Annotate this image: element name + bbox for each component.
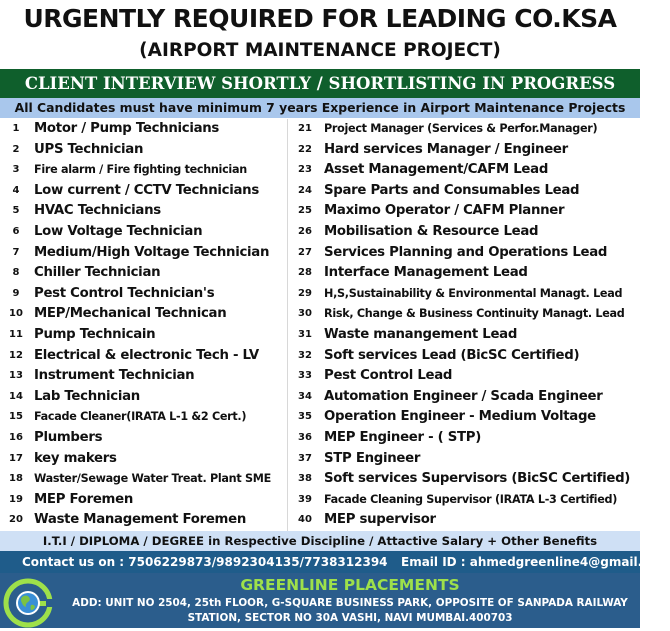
job-number: 27 [298, 246, 312, 258]
job-title: STP Engineer [324, 450, 421, 466]
job-title: Instrument Technician [34, 368, 195, 384]
job-row [0, 449, 288, 470]
job-row [0, 243, 288, 264]
job-title: Asset Management/CAFM Lead [324, 162, 549, 178]
job-row [288, 263, 640, 284]
job-number: 18 [9, 473, 23, 485]
job-title: Risk, Change & Business Continuity Managt. Lead [324, 307, 625, 321]
job-title: Plumbers [34, 429, 103, 445]
job-row [0, 469, 288, 490]
job-title: Fire alarm / Fire fighting technician [34, 163, 247, 177]
job-row [288, 181, 640, 202]
job-row [288, 284, 640, 305]
job-title: Chiller Technician [34, 265, 161, 281]
job-number: 34 [298, 390, 312, 402]
job-title: Waste manangement Lead [324, 326, 518, 342]
job-row [288, 160, 640, 181]
job-title: Interface Management Lead [324, 265, 528, 281]
job-row [288, 346, 640, 367]
job-number: 21 [298, 123, 312, 134]
job-list-left [0, 119, 288, 531]
job-row [0, 140, 288, 161]
job-title: Soft services Supervisors (BicSC Certified) [324, 471, 631, 487]
job-title: HVAC Technicians [34, 203, 161, 219]
job-number: 8 [12, 267, 20, 279]
job-number: 17 [9, 452, 23, 464]
job-number: 31 [298, 328, 312, 340]
job-row [288, 366, 640, 387]
job-number: 15 [9, 411, 23, 423]
job-title: Project Manager (Services & Perfor.Manager) [324, 122, 598, 135]
job-number: 37 [298, 452, 312, 464]
job-number: 19 [9, 493, 23, 505]
job-title: Low Voltage Technician [34, 223, 203, 239]
job-title: Electrical & electronic Tech - LV [34, 347, 259, 363]
job-number: 32 [298, 349, 312, 361]
job-number: 28 [298, 267, 312, 279]
job-row [0, 490, 288, 511]
job-title: Hard services Manager / Engineer [324, 141, 568, 157]
page-subtitle: (AIRPORT MAINTENANCE PROJECT) [139, 40, 501, 61]
job-row [0, 387, 288, 408]
job-row [0, 366, 288, 387]
job-title: Pump Technicain [34, 326, 156, 342]
job-row [288, 243, 640, 264]
interview-banner: CLIENT INTERVIEW SHORTLY / SHORTLISTING IN PROGRESS [0, 69, 640, 98]
job-title: Maximo Operator / CAFM Planner [324, 203, 565, 219]
job-number: 5 [12, 205, 20, 217]
job-number: 25 [298, 205, 312, 217]
qualifications-line: I.T.I / DIPLOMA / DEGREE in Respective Discipline / Attactive Salary + Other Benefits [0, 531, 640, 551]
globe-logo-icon [2, 577, 60, 627]
job-row [0, 510, 288, 531]
job-number: 33 [298, 370, 312, 382]
job-number: 4 [12, 184, 20, 196]
job-number: 20 [9, 514, 23, 526]
job-number: 23 [298, 164, 312, 176]
job-row [288, 490, 640, 511]
job-number: 9 [12, 287, 20, 299]
job-row [0, 263, 288, 284]
job-title: Low current / CCTV Technicians [34, 182, 259, 198]
job-title: H,S,Sustainability & Environmental Managt. Lead [324, 286, 623, 300]
address-line-2: STATION, SECTOR NO 30A VASHI, NAVI MUMBAI.400703 [187, 612, 513, 624]
job-title: Automation Engineer / Scada Engineer [324, 388, 603, 404]
job-title: Waster/Sewage Water Treat. Plant SME [34, 472, 271, 486]
job-number: 12 [9, 349, 23, 361]
job-title: Soft services Lead (BicSC Certified) [324, 347, 580, 363]
job-row [0, 407, 288, 428]
job-title: Facade Cleaning Supervisor (IRATA L-3 Certified) [324, 492, 618, 506]
contact-email[interactable]: Email ID : ahmedgreenline4@gmail.com [401, 555, 670, 569]
job-row [288, 325, 640, 346]
job-number: 26 [298, 225, 312, 237]
job-row [0, 304, 288, 325]
job-title: Facade Cleaner(IRATA L-1 &2 Cert.) [34, 410, 247, 424]
job-number: 6 [12, 225, 20, 237]
job-row [288, 140, 640, 161]
job-row [288, 119, 640, 140]
job-title: MEP/Mechanical Technican [34, 306, 227, 322]
experience-requirement: All Candidates must have minimum 7 years Experience in Airport Maintenance Projects [0, 98, 640, 118]
job-number: 1 [12, 123, 20, 134]
job-title: Pest Control Technician's [34, 285, 215, 301]
job-title: MEP Foremen [34, 491, 133, 507]
header [0, 0, 640, 68]
job-row [0, 160, 288, 181]
job-title: Medium/High Voltage Technician [34, 244, 270, 260]
job-row [288, 469, 640, 490]
job-row [0, 119, 288, 140]
job-number: 40 [298, 514, 312, 526]
job-title: key makers [34, 450, 117, 466]
job-title: UPS Technician [34, 141, 144, 157]
job-number: 2 [12, 143, 20, 155]
job-number: 11 [9, 328, 23, 340]
company-address [60, 596, 640, 626]
job-row [0, 428, 288, 449]
job-row [288, 201, 640, 222]
job-row [0, 222, 288, 243]
job-row [0, 346, 288, 367]
job-row [288, 510, 640, 531]
job-row [288, 304, 640, 325]
job-title: MEP supervisor [324, 512, 436, 528]
job-title: Pest Control Lead [324, 368, 453, 384]
job-number: 10 [9, 308, 23, 320]
job-row [0, 201, 288, 222]
job-title: Services Planning and Operations Lead [324, 244, 608, 260]
job-number: 29 [298, 287, 312, 299]
job-number: 24 [298, 184, 312, 196]
job-number: 3 [12, 164, 20, 176]
job-title: Motor / Pump Technicians [34, 121, 220, 136]
page-title: URGENTLY REQUIRED FOR LEADING CO.KSA [23, 4, 617, 33]
job-number: 22 [298, 143, 312, 155]
job-number: 39 [298, 493, 312, 505]
job-title: Lab Technician [34, 388, 140, 404]
job-title: Mobilisation & Resource Lead [324, 223, 539, 239]
job-title: MEP Engineer - ( STP) [324, 429, 482, 445]
job-row [0, 181, 288, 202]
job-title: Spare Parts and Consumables Lead [324, 182, 580, 198]
job-number: 36 [298, 431, 312, 443]
job-row [288, 449, 640, 470]
address-line-1: ADD: UNIT NO 2504, 25th FLOOR, G-SQUARE BUSINESS PARK, OPPOSITE OF SANPADA RAILWAY [72, 597, 628, 609]
job-number: 30 [298, 308, 312, 320]
contact-phone: Contact us on : 7506229873/9892304135/7738312394 [22, 555, 388, 569]
job-row [288, 222, 640, 243]
job-row [0, 284, 288, 305]
job-number: 14 [9, 390, 23, 402]
job-title: Waste Management Foremen [34, 512, 246, 528]
job-row [288, 428, 640, 449]
job-number: 35 [298, 411, 312, 423]
job-number: 13 [9, 370, 23, 382]
company-name: GREENLINE PLACEMENTS [240, 576, 460, 594]
job-list-right [288, 119, 640, 531]
contact-bar [0, 551, 670, 573]
job-title: Operation Engineer - Medium Voltage [324, 409, 596, 425]
job-row [288, 387, 640, 408]
job-number: 38 [298, 473, 312, 485]
job-number: 7 [12, 246, 20, 258]
job-number: 16 [9, 431, 23, 443]
job-row [288, 407, 640, 428]
job-row [0, 325, 288, 346]
